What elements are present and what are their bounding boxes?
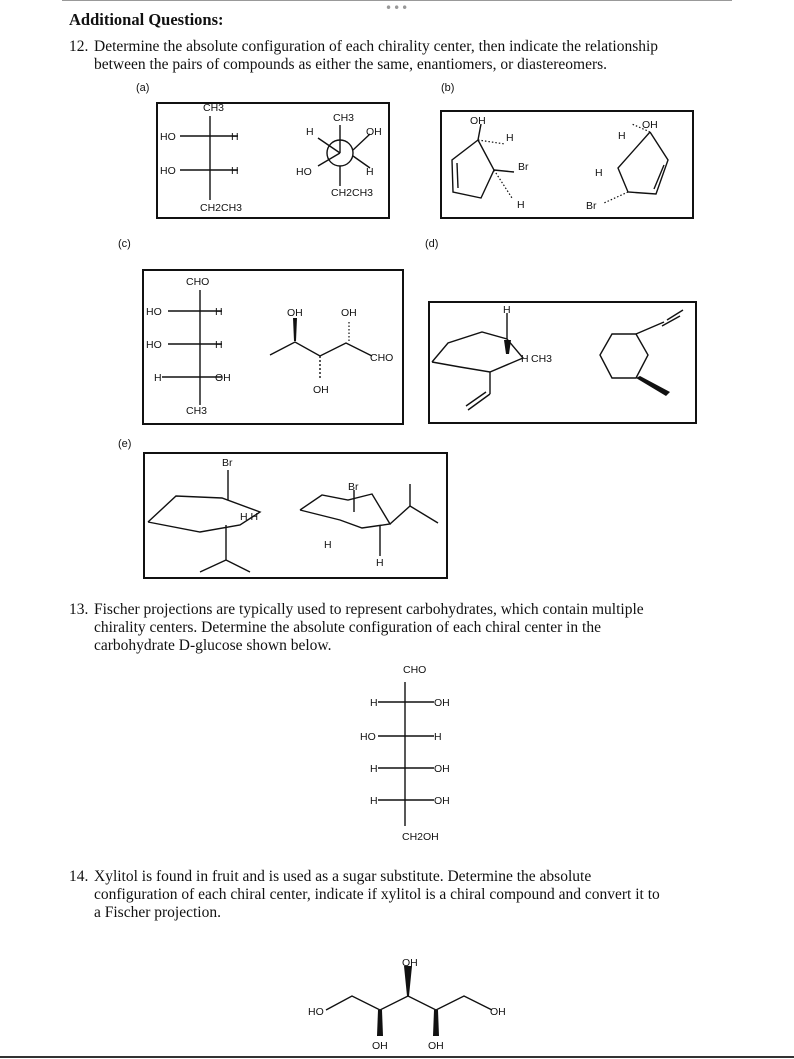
chem-label-br: Br xyxy=(586,200,597,212)
chem-label-ch2ch3: CH2CH3 xyxy=(200,202,243,214)
chem-label-oh: OH xyxy=(366,126,382,138)
chem-label-ho: HO xyxy=(160,131,176,143)
chem-label-cho: CHO xyxy=(186,276,210,288)
part-label-c: (c) xyxy=(118,238,131,250)
question-text-line: between the pairs of compounds as either the same, enantiomers, or diastereomers. xyxy=(94,56,608,73)
chem-label-oh: OH xyxy=(434,697,450,709)
chem-label-oh: OH xyxy=(428,1040,444,1052)
part-label-a: (a) xyxy=(136,82,150,94)
chem-label-h: H xyxy=(376,557,384,569)
chem-label-ch2ch3: CH2CH3 xyxy=(331,187,374,199)
chem-label-ho: HO xyxy=(160,165,176,177)
chem-label-hh: H H xyxy=(240,511,259,523)
chem-label-oh: OH xyxy=(434,795,450,807)
chem-label-ho: HO xyxy=(146,306,162,318)
chem-label-ch3: CH3 xyxy=(531,353,553,365)
chem-label-oh: OH xyxy=(372,1040,388,1052)
chem-label-cho: CHO xyxy=(370,352,394,364)
chem-label-h: H xyxy=(370,763,378,775)
chem-label-h: H xyxy=(231,131,239,143)
chem-label-oh: OH xyxy=(642,119,658,131)
chem-label-oh: OH xyxy=(490,1006,506,1018)
more-options-icon[interactable]: ••• xyxy=(385,1,410,15)
chem-label-ho: HO xyxy=(296,166,312,178)
question-text-line: a Fischer projection. xyxy=(94,904,221,921)
chem-label-h: H xyxy=(215,306,223,318)
chem-label-h: H xyxy=(506,132,514,144)
chem-label-cho: CHO xyxy=(403,664,427,676)
chem-label-oh: OH xyxy=(215,372,231,384)
chem-label-h: H xyxy=(618,130,626,142)
chem-label-ch2oh: CH2OH xyxy=(402,831,439,843)
chem-label-h: H xyxy=(366,166,374,178)
chem-label-h: H xyxy=(324,539,332,551)
chem-label-ho: HO xyxy=(146,339,162,351)
chem-label-h: H xyxy=(503,304,511,316)
chem-label-h: H xyxy=(434,731,442,743)
chem-label-h: H xyxy=(154,372,162,384)
chem-label-oh: OH xyxy=(402,957,418,969)
chem-label-ch3: CH3 xyxy=(186,405,208,417)
chem-label-oh: OH xyxy=(287,307,303,319)
question-text-line: Fischer projections are typically used to represent carbohydrates, which contain multiple xyxy=(94,601,644,618)
chem-label-h: H xyxy=(231,165,239,177)
chem-label-ho: HO xyxy=(308,1006,324,1018)
chem-label-br: Br xyxy=(518,161,529,173)
chem-label-ch3: CH3 xyxy=(203,102,225,114)
bottom-divider xyxy=(0,1056,794,1058)
question-number: 13. xyxy=(69,601,89,618)
chem-label-ho: HO xyxy=(360,731,376,743)
chem-label-h: H xyxy=(370,697,378,709)
part-label-e: (e) xyxy=(118,438,132,450)
chem-label-br: Br xyxy=(222,457,233,469)
question-number: 14. xyxy=(69,868,89,885)
chem-label-h: H xyxy=(215,339,223,351)
question-text-line: chirality centers. Determine the absolute configuration of each chiral center in the xyxy=(94,619,601,636)
question-text-line: Determine the absolute configuration of each chirality center, then indicate the relationship xyxy=(94,38,659,55)
chem-label-oh: OH xyxy=(341,307,357,319)
part-label-b: (b) xyxy=(441,82,455,94)
question-text-line: carbohydrate D-glucose shown below. xyxy=(94,637,332,654)
chem-label-oh: OH xyxy=(470,115,486,127)
chem-label-oh: OH xyxy=(313,384,329,396)
chem-label-oh: OH xyxy=(434,763,450,775)
chem-label-h: H xyxy=(306,126,314,138)
chem-label-h: H xyxy=(517,199,525,211)
question-text-line: Xylitol is found in fruit and is used as a sugar substitute. Determine the absolute xyxy=(94,868,592,885)
part-label-d: (d) xyxy=(425,238,439,250)
chem-label-h: H xyxy=(370,795,378,807)
chem-label-h: H xyxy=(521,353,529,365)
chem-label-h: H xyxy=(595,167,603,179)
chem-label-ch3: CH3 xyxy=(333,112,355,124)
question-text-line: configuration of each chiral center, indicate if xylitol is a chiral compound and convert it to xyxy=(94,886,660,903)
question-number: 12. xyxy=(69,38,89,55)
chem-label-br: Br xyxy=(348,481,359,493)
section-heading: Additional Questions: xyxy=(69,10,224,29)
